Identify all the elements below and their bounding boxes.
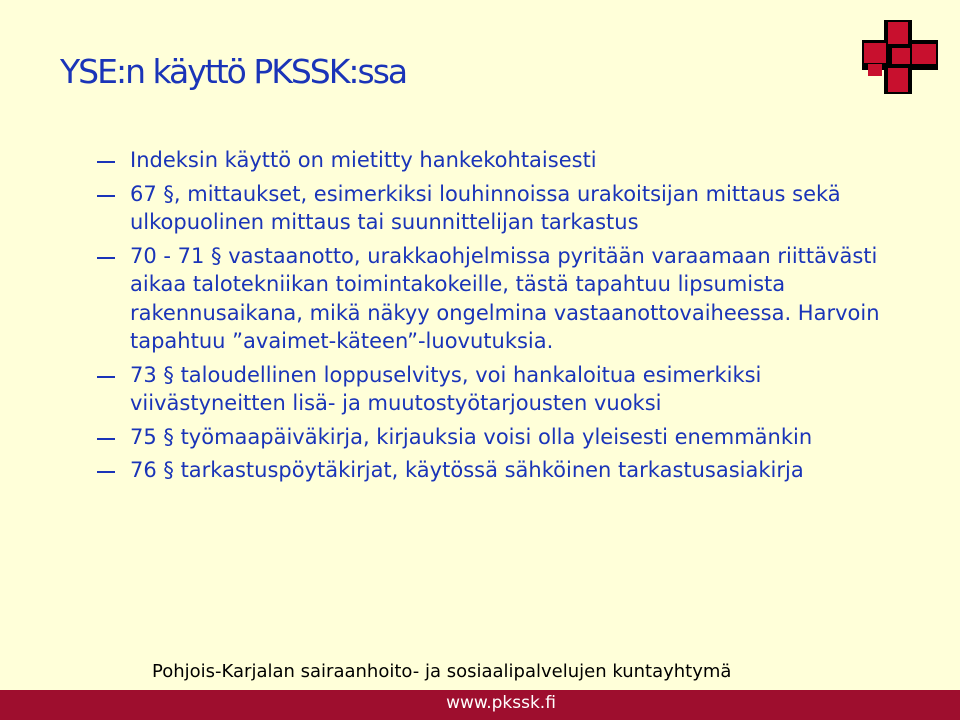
footer-organization: Pohjois-Karjalan sairaanhoito- ja sosiaalipalvelujen kuntayhtymä (152, 661, 732, 682)
bullet-item (97, 361, 897, 418)
dash-bullet-icon (97, 161, 115, 163)
footer (0, 655, 960, 720)
dash-bullet-icon (97, 376, 115, 378)
bullet-text: 75 § työmaapäiväkirja, kirjauksia voisi olla yleisesti enemmänkin (130, 424, 813, 449)
bullet-text: 67 §, mittaukset, esimerkiksi louhinnoissa urakoitsijan mittaus sekä ulkopuolinen mittaus tai suunnittelijan tarkastus (130, 181, 841, 234)
bullet-text: 70 - 71 § vastaanotto, urakkaohjelmissa pyritään varaamaan riittävästi aikaa talotekniikan toimintakokeille, tästä tapahtuu lipsumista rakennusaikana, mikä näkyy ongelmina vastaanottovaiheessa. Harvoin tapahtuu ”avaimet-käteen”-luovutuksia. (130, 243, 880, 353)
bullet-item (97, 146, 897, 175)
dash-bullet-icon (97, 195, 115, 197)
footer-url-link[interactable]: www.pkssk.fi (446, 693, 556, 713)
dash-bullet-icon (97, 257, 115, 259)
bullet-text: Indeksin käyttö on mietitty hankekohtaisesti (130, 148, 597, 172)
slide-title: YSE:n käyttö PKSSK:ssa (60, 52, 407, 91)
bullet-item (97, 456, 897, 485)
bullet-item (97, 242, 897, 356)
bullet-text: 73 § taloudellinen loppuselvitys, voi hankaloitua esimerkiksi viivästyneitten lisä- ja muutostyötarjousten vuoksi (130, 362, 762, 415)
dash-bullet-icon (97, 471, 115, 473)
bullet-list (97, 146, 897, 490)
pkssk-cross-logo-icon (862, 20, 938, 94)
bullet-text: 76 § tarkastuspöytäkirjat, käytössä sähköinen tarkastusasiakirja (130, 458, 804, 482)
bullet-item (97, 423, 897, 452)
bullet-item (97, 180, 897, 237)
dash-bullet-icon (97, 438, 115, 440)
footer-bar (0, 690, 960, 720)
